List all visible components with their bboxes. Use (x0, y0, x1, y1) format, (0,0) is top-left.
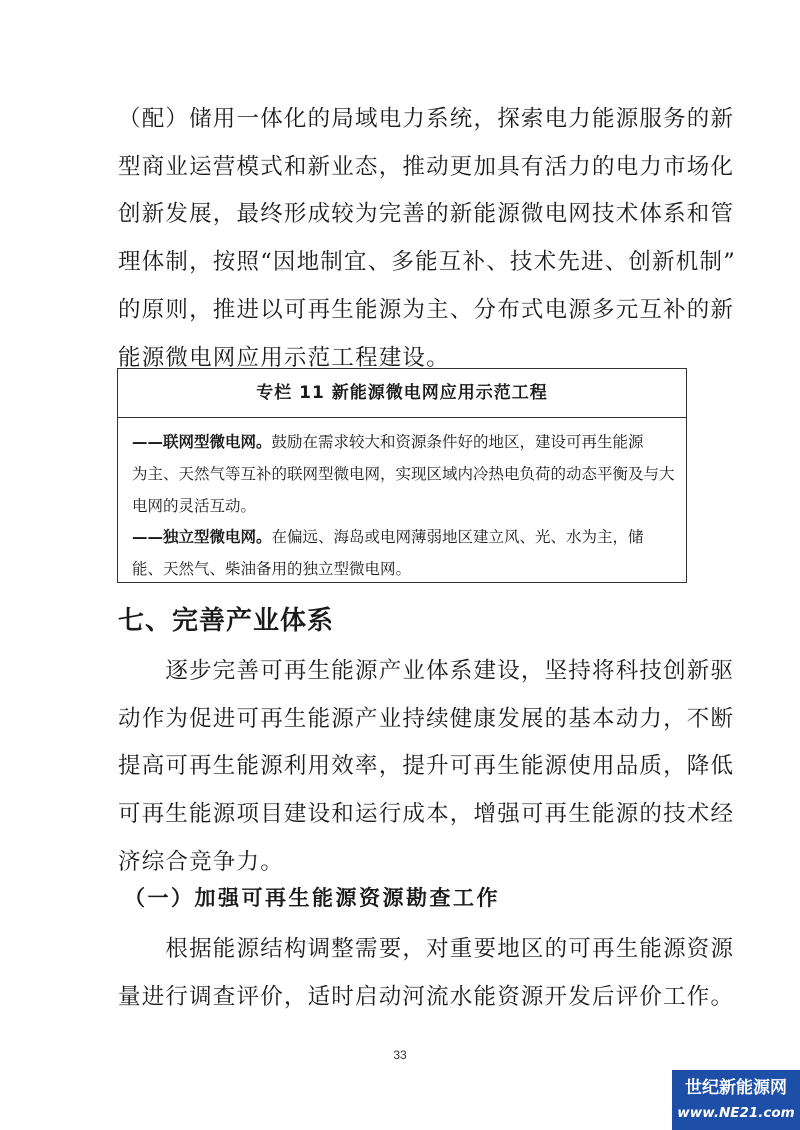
watermark-logo (672, 1070, 800, 1130)
industry-paragraph (118, 648, 735, 887)
text-line: 根据能源结构调整需要，对重要地区的可再生能源资源 (118, 936, 735, 962)
text-line: 可再生能源项目建设和运行成本，增强可再生能源的技术经 (118, 801, 735, 828)
item-text: 在偏远、海岛或电网薄弱地区建立风、光、水为主，储 (271, 528, 644, 547)
watermark-title: 世纪新能源网 (685, 1078, 787, 1098)
text-line: 济综合竞争力。 (118, 848, 284, 875)
box-line (132, 427, 674, 459)
text-line: 型商业运营模式和新业态，推动更加具有活力的电力市场化 (118, 153, 735, 180)
text-line: 创新发展，最终形成较为完善的新能源微电网技术体系和管 (118, 201, 735, 228)
text-line: 量进行调查评价，适时启动河流水能资源开发后评价工作。 (118, 983, 735, 1010)
text-line: 的原则，推进以可再生能源为主、分布式电源多元互补的新 (118, 296, 735, 323)
text-line: 理体制，按照“因地制宜、多能互补、技术先进、创新机制” (118, 249, 736, 276)
watermark-url: www.NE21.com (677, 1105, 795, 1121)
item-text: 鼓励在需求较大和资源条件好的地区，建设可再生能源 (271, 433, 644, 451)
text-line: 提高可再生能源利用效率，提升可再生能源使用品质，降低 (118, 753, 735, 780)
text-line: 能源微电网应用示范工程建设。 (118, 344, 450, 371)
box-line (132, 522, 674, 554)
intro-paragraph (118, 96, 736, 382)
section-heading: 七、完善产业体系 (118, 606, 335, 636)
column-box-body (118, 418, 686, 586)
text-line: 逐步完善可再生能源产业体系建设，坚持将科技创新驱 (118, 658, 735, 684)
item-lead-standalone: ——独立型微电网。 (132, 528, 272, 547)
box-line: 为主、天然气等互补的联网型微电网，实现区域内冷热电负荷的动态平衡及与大 (132, 464, 675, 483)
text-line: （配）储用一体化的局域电力系统，探索电力能源服务的新 (118, 106, 735, 132)
column-box-title: 专栏 11 新能源微电网应用示范工程 (118, 369, 686, 418)
text-line: 动作为促进可再生能源产业持续健康发展的基本动力，不断 (118, 705, 735, 732)
survey-paragraph (118, 926, 735, 1021)
box-line: 电网的灵活互动。 (132, 496, 257, 515)
column-box (117, 368, 687, 583)
box-line: 能、天然气、柴油备用的独立型微电网。 (132, 560, 412, 579)
item-lead-grid-connected: ——联网型微电网。 (132, 433, 272, 451)
page-number: 33 (393, 1048, 407, 1062)
subheading: （一）加强可再生能源资源勘查工作 (124, 886, 500, 910)
